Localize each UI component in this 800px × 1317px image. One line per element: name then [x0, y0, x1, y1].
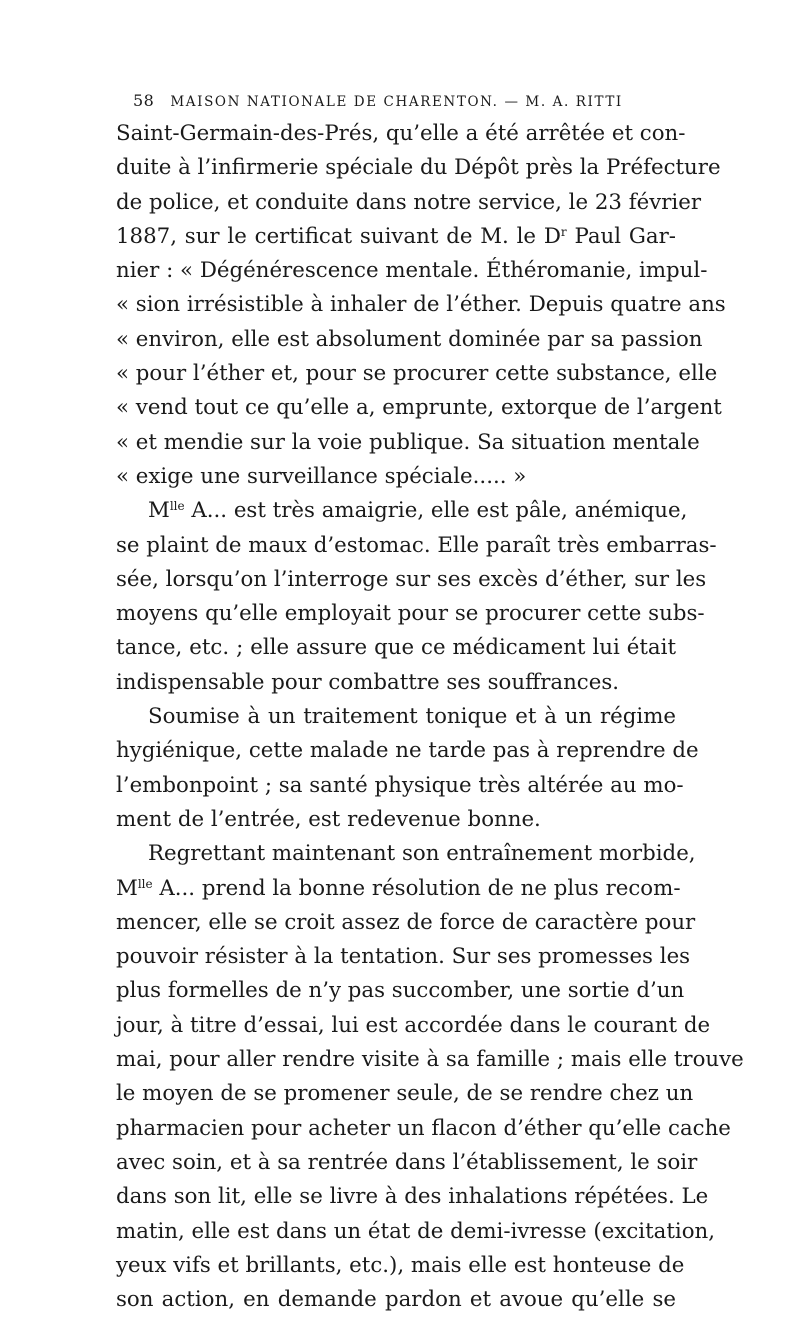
- text-line: « sion irrésistible à inhaler de l’éther. Depuis quatre ans: [116, 292, 726, 318]
- text-line: « et mendie sur la voie publique. Sa situation mentale: [116, 429, 700, 455]
- text-line: [116, 220, 676, 254]
- text-line: pharmacien pour acheter un flacon d’éther qu’elle cache: [116, 1115, 731, 1141]
- text-line: l’embonpoint ; sa santé physique très altérée au mo-: [116, 772, 684, 798]
- text-line: « pour l’éther et, pour se procurer cette substance, elle: [116, 361, 718, 387]
- running-head: [133, 91, 653, 113]
- text-line: Regrettant maintenant son entraînement morbide,: [148, 841, 696, 867]
- text-line: plus formelles de n’y pas succomber, une sortie d’un: [116, 978, 685, 1004]
- superscript: lle: [137, 876, 153, 891]
- page-number: 58: [133, 91, 155, 110]
- text-line: [116, 872, 681, 906]
- superscript: r: [560, 224, 567, 239]
- text-line-end: A... prend la bonne résolution de ne plus recom-: [152, 875, 681, 901]
- text-line: duite à l’infirmerie spéciale du Dépôt près la Préfecture: [116, 155, 721, 181]
- text-line: dans son lit, elle se livre à des inhalations répétées. Le: [116, 1184, 709, 1210]
- text-line: son action, en demande pardon et avoue qu’elle se: [116, 1287, 676, 1313]
- text-line: moyens qu’elle employait pour se procurer cette subs-: [116, 601, 705, 627]
- text-line: indispensable pour combattre ses souffrances.: [116, 669, 620, 695]
- superscript: lle: [169, 499, 185, 514]
- text-line: pouvoir résister à la tentation. Sur ses promesses les: [116, 944, 691, 970]
- text-line: « environ, elle est absolument dominée par sa passion: [116, 326, 703, 352]
- text-line-start: M: [148, 498, 170, 524]
- text-line: sée, lorsqu’on l’interroge sur ses excès d’éther, sur les: [116, 566, 707, 592]
- text-line: Soumise à un traitement tonique et à un régime: [148, 704, 676, 730]
- running-title: MAISON NATIONALE DE CHARENTON. — M. A. RITTI: [170, 94, 623, 110]
- text-line: tance, etc. ; elle assure que ce médicament lui était: [116, 635, 676, 661]
- text-line: avec soin, et à sa rentrée dans l’établissement, le soir: [116, 1149, 698, 1175]
- text-line: de police, et conduite dans notre service, le 23 février: [116, 189, 702, 215]
- body-text: [116, 117, 744, 1317]
- text-line: hygiénique, cette malade ne tarde pas à reprendre de: [116, 738, 699, 764]
- text-line-start: 1887, sur le certificat suivant de M. le D: [116, 223, 561, 249]
- text-line: mai, pour aller rendre visite à sa famille ; mais elle trouve: [116, 1047, 744, 1073]
- text-line: yeux vifs et brillants, etc.), mais elle est honteuse de: [116, 1252, 685, 1278]
- text-line: « exige une surveillance spéciale..... »: [116, 463, 527, 489]
- text-line: jour, à titre d’essai, lui est accordée dans le courant de: [116, 1012, 711, 1038]
- text-line: [116, 494, 688, 528]
- text-line: « vend tout ce qu’elle a, emprunte, extorque de l’argent: [116, 395, 722, 421]
- text-line: le moyen de se promener seule, de se rendre chez un: [116, 1081, 694, 1107]
- text-line: nier : « Dégénérescence mentale. Éthéromanie, impul-: [116, 258, 708, 284]
- text-line-end: A... est très amaigrie, elle est pâle, anémique,: [184, 498, 688, 524]
- text-line: mencer, elle se croit assez de force de caractère pour: [116, 909, 696, 935]
- text-line: ment de l’entrée, est redevenue bonne.: [116, 806, 541, 832]
- text-line-end: Paul Gar-: [566, 223, 676, 249]
- text-line: matin, elle est dans un état de demi-ivresse (excitation,: [116, 1218, 716, 1244]
- text-line: Saint-Germain-des-Prés, qu’elle a été arrêtée et con-: [116, 121, 686, 146]
- text-line: se plaint de maux d’estomac. Elle paraît très embarras-: [116, 532, 717, 558]
- text-line-start: M: [116, 875, 138, 901]
